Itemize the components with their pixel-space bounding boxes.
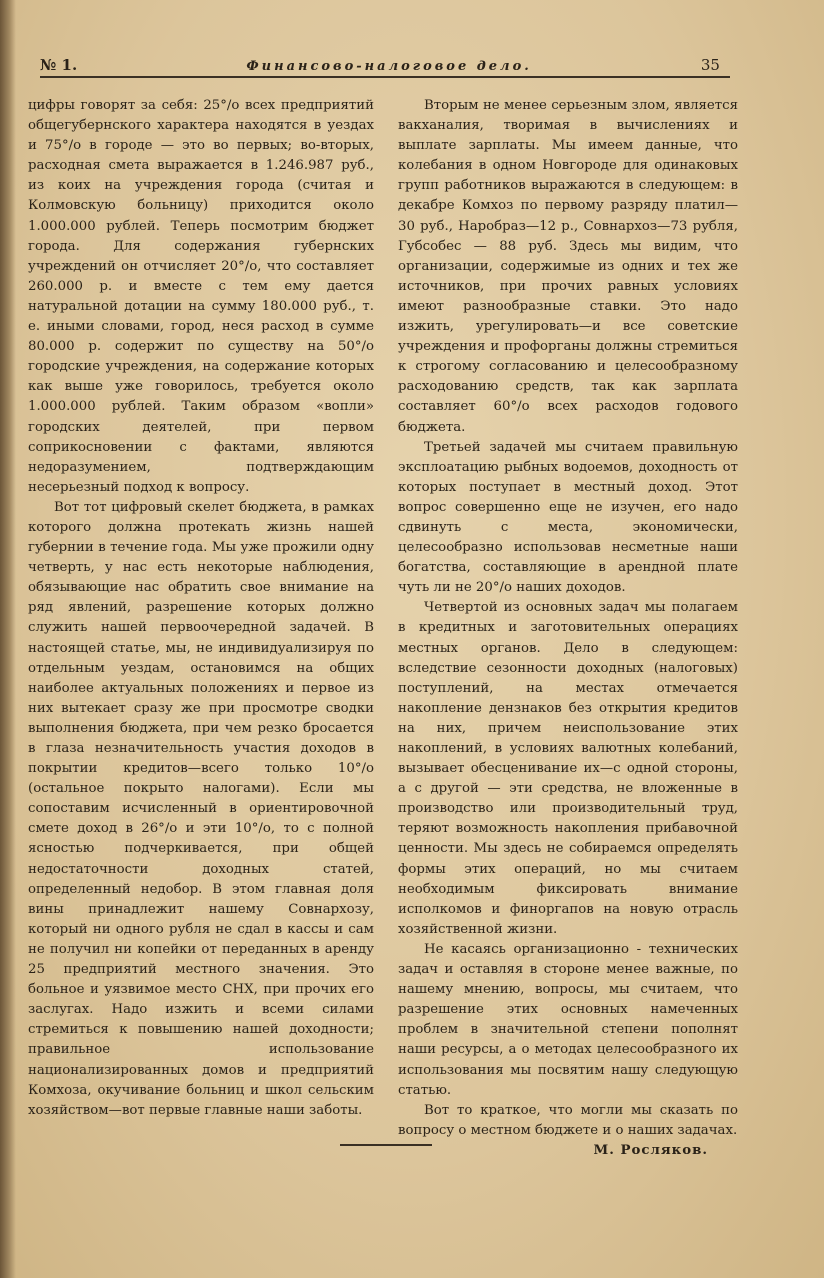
- paragraph: Четвертой из основных задач мы полагаем в кредитных и заготовительных операциях местных органов. Дело в следующем: вследствие сезонности доходных (налоговых) поступлений, на местах отмечается накопление дензнаков без открытия кредитов на них, причем неиспользование этих накоплений, в условиях валютных колебаний, вызывает обесценивание их—с одной стороны, а с другой — эти средства, не вложенные в производство или производительный труд, теряют возможность накопления прибавочной ценности. Мы здесь не собираемся определять формы этих операций, но мы считаем необходимым фиксировать внимание исполкомов и финоргапов на новую отрасль хозяйственной жизни.: [398, 600, 738, 937]
- right-column: [398, 96, 738, 1161]
- author-signature: М. Росляков.: [593, 1142, 708, 1158]
- paragraph: Вторым не менее серьезным злом, является вакханалия, творимая в вычислениях и выплате зарплаты. Мы имеем данные, что колебания в одном Новгороде для одинаковых групп работников выражаются в следующем: в декабре Комхоз по первому разряду платил—30 руб., Наробраз—12 р., Совнархоз—73 рубля, Губсобес — 88 руб. Здесь мы видим, что организации, содержимые из одних и тех же источников, при прочих равных условиях имеют разнообразные ставки. Это надо изжить, урегулировать—и все советские учреждения и профорганы должны стремиться к строгому согласованию и целесообразному расходованию средств, так как зарплата составляет 60°/о всех расходов годового бюджета.: [398, 98, 738, 435]
- paragraph: Третьей задачей мы считаем правильную эксплоатацию рыбных водоемов, доходность от которых поступает в местный доход. Этот вопрос совершенно еще не изучен, его надо сдвинуть с места, экономически, целесообразно использовав несметные наши богатства, составляющие в арендной плате чуть ли не 20°/о наших доходов.: [398, 439, 738, 596]
- issue-number: № 1.: [40, 56, 78, 74]
- running-header: [40, 48, 730, 78]
- paragraph: цифры говорят за себя: 25°/о всех предприятий общегубернского характера находятся в уездах и 75°/о в городе — это во первых; во-вторых, расходная смета выражается в 1.246.987 руб., из коих на учреждения города (считая и Колмовскую больницу) приходится около 1.000.000 рублей. Теперь посмотрим бюджет города. Для содержания губернских учреждений он отчисляет 20°/о, что составляет 260.000 р. и вместе с тем ему дается натуральной дотации на сумму 180.000 руб., т. е. иными словами, город, неся расход в сумме 80.000 р. содержит по существу на 50°/о городские учреждения, на содержание которых как выше уже говорилось, требуется около 1.000.000 рублей. Таким образом «вопли» городских деятелей, при первом соприкосновении с фактами, являются недоразумением, подтверждающим несерьезный подход к вопросу.: [28, 98, 374, 495]
- paragraph: Не касаясь организационно - технических задач и оставляя в стороне менее важные, по нашему мнению, вопросы, мы считаем, что разрешение этих основных намеченных проблем в значительной степени пополнят наши ресурсы, а о методах целесообразного их использования мы посвятим нашу следующую статью.: [398, 941, 738, 1098]
- left-column: [28, 96, 374, 1121]
- paragraph: Вот тот цифровый скелет бюджета, в рамках которого должна протекать жизнь нашей губернии в течение года. Мы уже прожили одну четверть, у нас есть некоторые наблюдения, обязывающие нас обратить свое внимание на ряд явлений, разрешение которых должно служить нашей первоочередной задачей. В настоящей статье, мы, не индивидуализируя по отдельным уездам, остановимся на общих наиболее актуальных положениях и первое из них вытекает сразу же при просмотре сводки выполнения бюджета, при чем резко бросается в глаза незначительность участия доходов в покрытии кредитов—всего только 10°/о (остальное покрыто налогами). Если мы сопоставим исчисленный в ориентировочной смете доход в 26°/о и эти 10°/о, то с полной ясностью подчеркивается, при общей недостаточности доходных статей, определенный недобор. В этом главная доля вины принадлежит нашему Совнархозу, который ни одного рубля не сдал в кассы и сам не получил ни копейки от переданных в аренду 25 предприятий местного значения. Это больное и уязвимое место СНХ, при прочих его заслугах. Надо изжить и всеми силами стремиться к повышению нашей доходности; правильное использование национализированных домов и предприятий Комхоза, окучивание больниц и школ сельским хозяйством—вот первые главные наши заботы.: [28, 499, 374, 1118]
- binding-edge: [0, 0, 16, 1278]
- end-rule: [340, 1144, 432, 1146]
- page-number: 35: [700, 56, 720, 74]
- paragraph: Вот то краткое, что могли мы сказать по вопросу о местном бюджете и о наших задачах.: [398, 1102, 738, 1138]
- journal-title: Финансово-налоговое дело.: [246, 59, 532, 74]
